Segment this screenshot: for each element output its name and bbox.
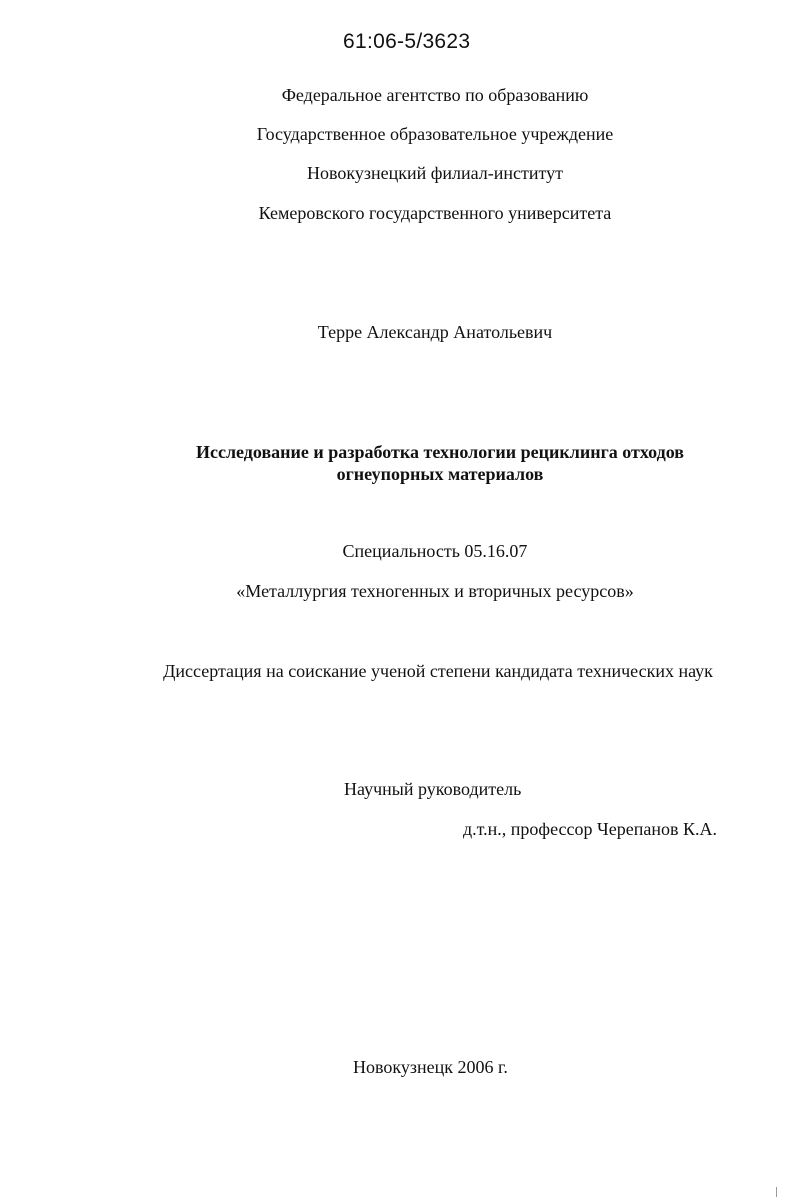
header-line-university: Кемеровского государственного университета bbox=[258, 203, 612, 223]
specialty-code: Специальность 05.16.07 bbox=[342, 541, 528, 561]
author-name: Терре Александр Анатольевич bbox=[317, 322, 553, 342]
supervisor-name: д.т.н., профессор Черепанов К.А. bbox=[463, 819, 717, 839]
scan-artifact-mark bbox=[776, 1187, 777, 1197]
supervisor-label: Научный руководитель bbox=[344, 779, 522, 799]
title-line-1: Исследование и разработка технологии рециклинга отходов bbox=[195, 442, 685, 462]
place-and-year: Новокузнецк 2006 г. bbox=[353, 1057, 508, 1077]
header-line-institution-type: Государственное образовательное учреждение bbox=[256, 124, 614, 144]
title-line-2: огнеупорных материалов bbox=[336, 464, 544, 484]
specialty-name: «Металлургия техногенных и вторичных ресурсов» bbox=[236, 581, 634, 601]
degree-statement: Диссертация на соискание ученой степени кандидата технических наук bbox=[163, 661, 713, 681]
header-line-agency: Федеральное агентство по образованию bbox=[281, 85, 589, 105]
header-line-branch: Новокузнецкий филиал-институт bbox=[306, 163, 564, 183]
registration-number: 61:06-5/3623 bbox=[343, 30, 471, 53]
